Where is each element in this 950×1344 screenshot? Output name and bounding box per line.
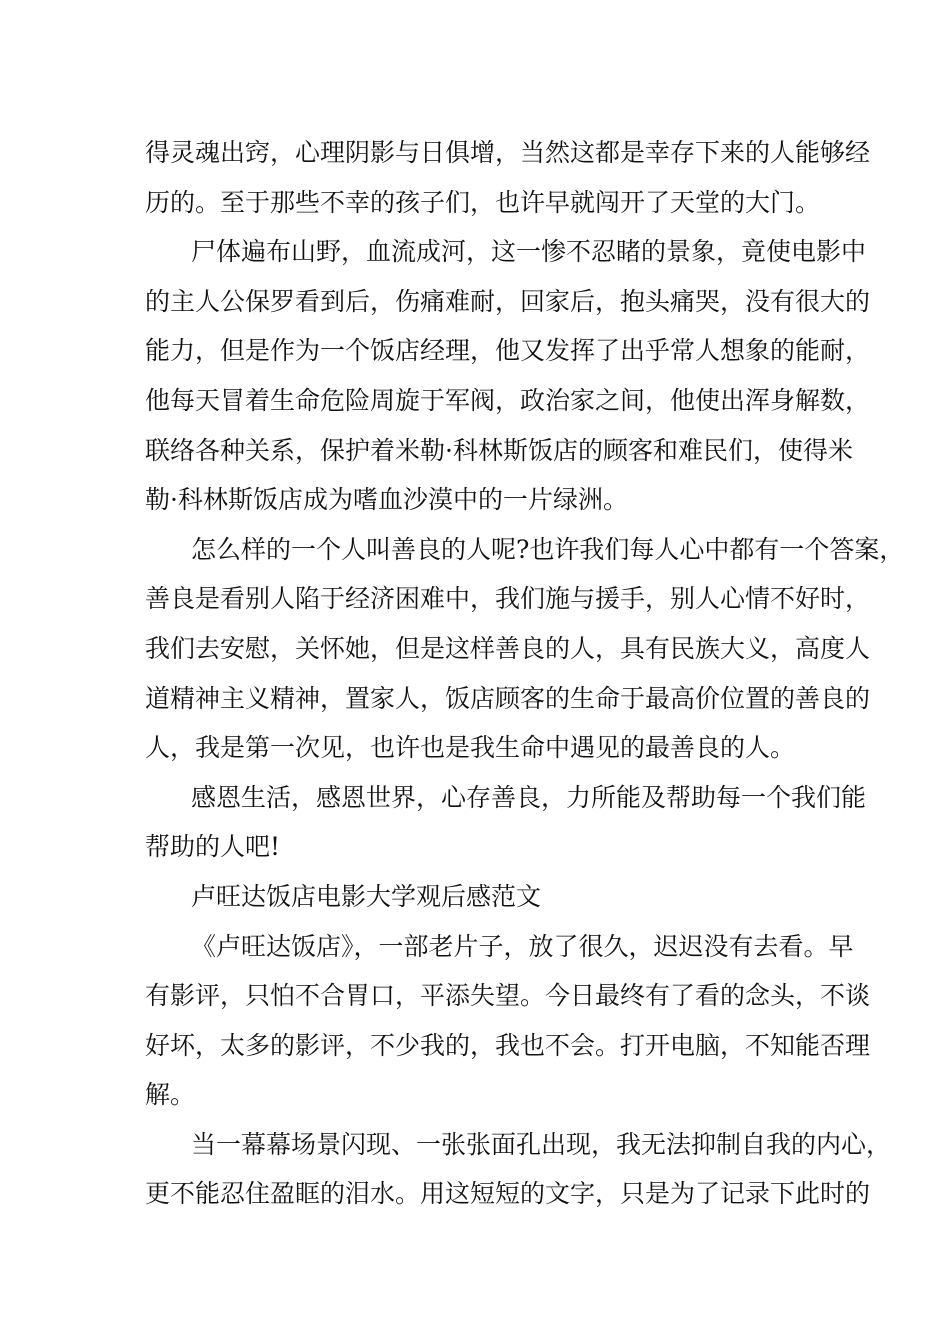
text-line: 《卢旺达饭店》，一部老片子，放了很久，迟迟没有去看。早 [191, 931, 854, 961]
text-line: 勒·科林斯饭店成为嗜血沙漠中的一片绿洲。 [145, 485, 628, 515]
text-line: 我们去安慰，关怀她，但是这样善良的人，具有民族大义，高度人 [145, 633, 871, 663]
document-body [145, 128, 905, 1219]
text-line: 他每天冒着生命危险周旋于军阀，政治家之间，他使出浑身解数， [145, 385, 871, 415]
text-line: 怎么样的一个人叫善良的人呢?也许我们每人心中都有一个答案， [191, 534, 905, 564]
text-line: 感恩生活，感恩世界，心存善良，力所能及帮助每一个我们能 [191, 782, 867, 812]
text-line: 得灵魂出窍，心理阴影与日俱增，当然这都是幸存下来的人能够经 [145, 138, 871, 167]
text-line: 道精神主义精神，置家人，饭店顾客的生命于最高价位置的善良的 [145, 683, 871, 713]
text-line: 当一幕幕场景闪现、一张张面孔出现，我无法抑制自我的内心， [191, 1129, 892, 1159]
text-line: 好坏，太多的影评，不少我的，我也不会。打开电脑，不知能否理 [145, 1030, 871, 1060]
text-line: 善良是看别人陷于经济困难中，我们施与援手，别人心情不好时， [145, 584, 871, 614]
text-line: 解。 [145, 1080, 196, 1110]
text-line: 人，我是第一次见，也许也是我生命中遇见的最善良的人。 [145, 733, 796, 763]
text-line: 有影评，只怕不合胃口，平添失望。今日最终有了看的念头，不谈 [145, 981, 871, 1011]
text-line: 的主人公保罗看到后，伤痛难耐，回家后，抱头痛哭，没有很大的 [145, 286, 871, 316]
text-line: 历的。至于那些不幸的孩子们，也许早就闯开了天堂的大门。 [145, 187, 821, 217]
text-line: 卢旺达饭店电影大学观后感范文 [191, 881, 542, 911]
text-line: 联络各种关系，保护着米勒·科林斯饭店的顾客和难民们，使得米 [145, 435, 853, 465]
text-line: 帮助的人吧! [145, 832, 281, 862]
text-line: 能力，但是作为一个饭店经理，他又发挥了出乎常人想象的能耐， [145, 336, 871, 366]
text-line: 更不能忍住盈眶的泪水。用这短短的文字，只是为了记录下此时的 [145, 1179, 871, 1209]
text-line: 尸体遍布山野，血流成河，这一惨不忍睹的景象，竟使电影中 [191, 237, 867, 267]
